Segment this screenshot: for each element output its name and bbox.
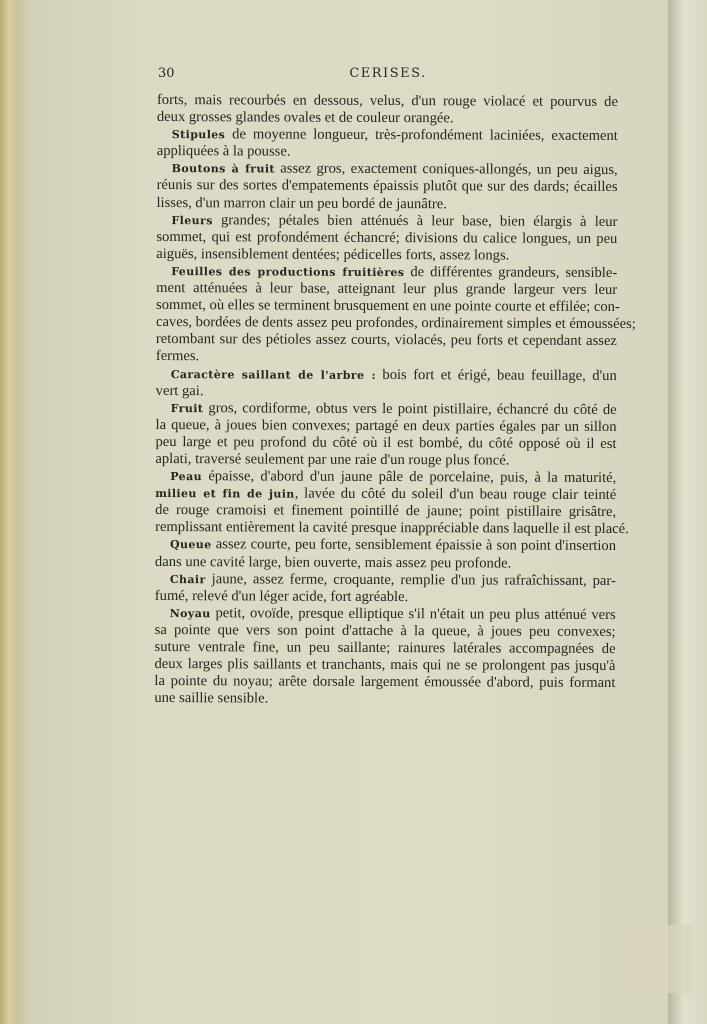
text-line: Fruit gros, cordiforme, obtus vers le point pistillaire, échancré du côté de	[170, 399, 617, 418]
paragraph-heading: Caractère saillant de l'arbre :	[170, 367, 376, 382]
text-line: lisses, d'un marron clair un peu bordé de jaunâtre.	[156, 194, 447, 212]
page-number: 30	[158, 66, 175, 81]
paragraph	[154, 605, 615, 710]
text-line: la queue, à joues bien convexes; partagé en deux parties égales par un sillon	[155, 416, 617, 435]
text-line: Boutons à fruit assez gros, exactement coniques-allongés, un peu aigus,	[171, 160, 618, 179]
paragraph	[157, 126, 618, 162]
paragraph-heading: Fruit	[170, 401, 204, 415]
text-line: Feuilles des productions fruitières de différentes grandeurs, sensible-	[171, 264, 618, 281]
paragraph	[155, 571, 616, 607]
text-line: aiguës, insensiblement dentées; pédicelles forts, assez longs.	[156, 245, 510, 264]
page-edge	[668, 0, 707, 1024]
paragraph-heading: Peau	[170, 470, 203, 484]
paragraph	[155, 468, 629, 538]
text-line: fumé, relevé d'un léger acide, fort agréable.	[154, 587, 409, 605]
paragraph-heading: Noyau	[169, 606, 211, 621]
text-line: ment atténuées à leur base, atteignant leur plus grande largeur vers leur	[156, 280, 618, 299]
text-line: forts, mais recourbés en dessous, velus, d'un rouge violacé et pourvus de	[156, 92, 618, 111]
paragraph	[157, 92, 618, 128]
text-line: Queue assez courte, peu forte, sensiblement épaissie à son point d'insertion	[169, 536, 617, 555]
text-line: milieu et fin de juin, lavée du côté du soleil d'un beau rouge clair teinté	[155, 485, 617, 504]
color-reference-swatch	[602, 925, 692, 993]
paragraph-heading: Feuilles des productions fruitières	[171, 265, 405, 280]
text-line: aplati, traversé seulement par une raie d'un rouge plus foncé.	[155, 450, 510, 469]
text-line: Chair jaune, assez ferme, croquante, remplie d'un jus rafraîchissant, par-	[169, 570, 616, 589]
body-text	[154, 92, 636, 709]
text-line: retombant sur des pétioles assez courts, violacés, peu forts et cependant assez	[155, 331, 617, 350]
text-line: Noyau petit, ovoïde, presque elliptique s'il n'était un peu plus atténué vers	[169, 605, 616, 623]
text-line: remplissant entièrement la cavité presque inappréciable dans laquelle il est placé.	[155, 519, 629, 538]
text-line: deux larges plis saillants et tranchants, mais qui ne se prolongent pas jusqu'à	[154, 656, 616, 675]
paragraph-heading: Stipules	[171, 128, 226, 142]
paragraph	[155, 400, 616, 470]
text-line: sommet, où elles se terminent brusquement en une pointe courte et effilée; con-	[156, 297, 620, 316]
emphasis: milieu et fin de juin	[155, 487, 295, 501]
text-line: sommet, qui est profondément échancré; divisions du calice longues, un peu	[156, 228, 618, 247]
paragraph-heading: Boutons à fruit	[171, 162, 275, 176]
text-line: Fleurs grandes; pétales bien atténués à leur base, bien élargis à leur	[171, 211, 618, 230]
book-binding	[0, 0, 30, 1024]
text-line: Stipules de moyenne longueur, très-profondément laciniées, exactement	[171, 126, 618, 145]
text-line: réunis sur des sortes d'empatements épaissis plutôt que sur des dards; écailles	[156, 177, 618, 196]
text-line: caves, bordées de dents assez peu profondes, ordinairement simples et émoussées;	[155, 314, 636, 333]
running-title: CERISES.	[349, 66, 427, 81]
text-line: vert gai.	[155, 382, 204, 399]
paragraph-heading: Queue	[169, 538, 212, 552]
paragraph	[155, 536, 616, 572]
text-line: la pointe du noyau; arête dorsale largement émoussée d'abord, puis formant	[154, 673, 616, 692]
paragraph	[156, 160, 617, 213]
text-line: sa pointe que vers son point d'attache à la queue, à joues peu convexes;	[154, 621, 616, 640]
paragraph	[155, 263, 636, 368]
text-line: peu large et peu profond du côté où il est bombé, du côté opposé où il est	[155, 433, 617, 452]
paragraph	[156, 365, 617, 401]
text-line: Caractère saillant de l'arbre : bois fort et érigé, beau feuillage, d'un	[170, 366, 617, 384]
paragraph-heading: Fleurs	[171, 213, 213, 227]
text-line: de rouge cramoisi et finement pointillé de jaune; point pistillaire grisâtre,	[155, 502, 617, 521]
paragraph-heading: Chair	[169, 572, 206, 586]
text-line: deux grosses glandes ovales et de couleur orangée.	[156, 109, 454, 127]
text-line: fermes.	[155, 348, 200, 365]
paragraph	[156, 212, 617, 265]
text-line: appliquées à la pousse.	[156, 143, 291, 160]
text-line: suture ventrale fine, un peu saillante; rainures latérales accompagnées de	[154, 638, 616, 658]
text-line: Peau épaisse, d'abord d'un jaune pâle de porcelaine, puis, à la maturité,	[170, 468, 617, 487]
text-line: une saillie sensible.	[154, 690, 269, 707]
text-line: dans une cavité large, bien ouverte, mais assez peu profonde.	[154, 553, 512, 572]
